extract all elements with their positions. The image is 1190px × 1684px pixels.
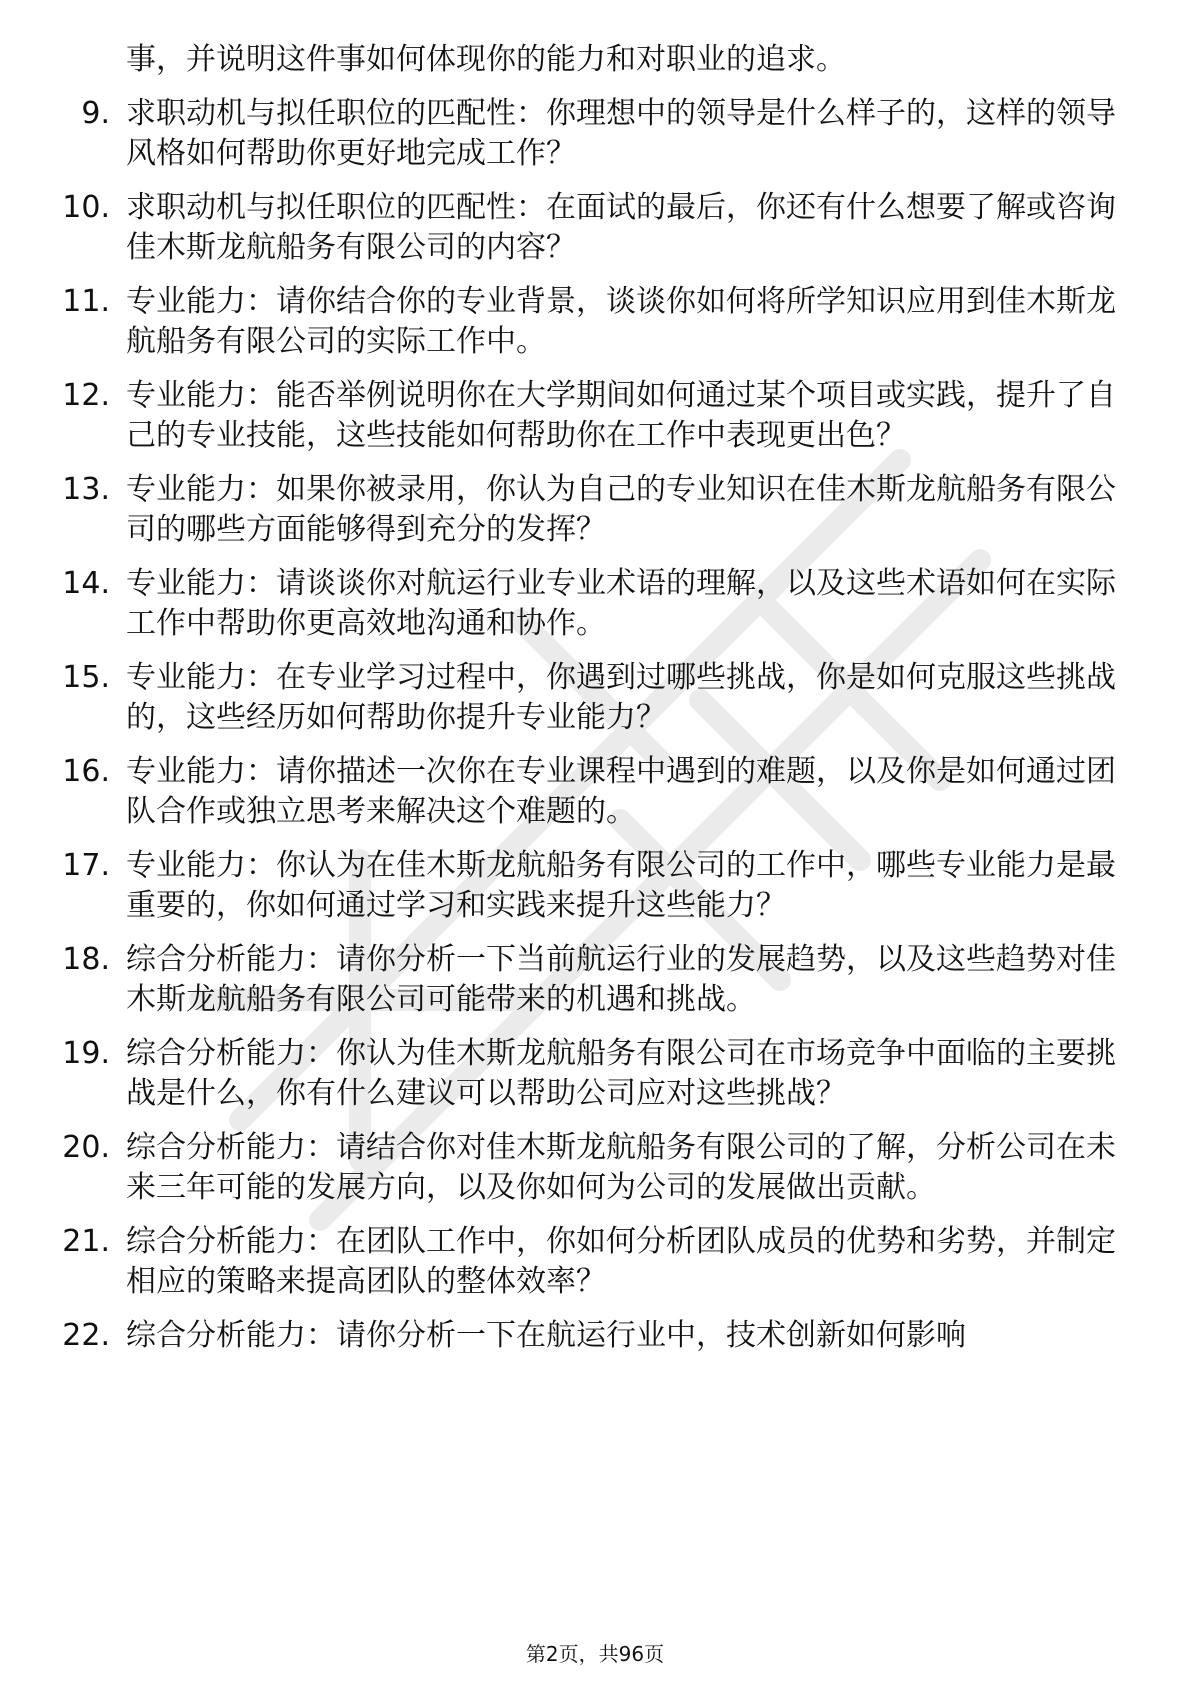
item-number: 11.: [62, 284, 110, 319]
item-number: 12.: [62, 378, 110, 413]
item-number: 10.: [62, 190, 110, 225]
item-text: 综合分析能力：在团队工作中，你如何分析团队成员的优势和劣势，并制定相应的策略来提高团队的整体效率？: [126, 1224, 1116, 1299]
list-item: [62, 564, 1116, 644]
item-text: 综合分析能力：请你分析一下在航运行业中，技术创新如何影响: [126, 1318, 966, 1353]
item-text: 专业能力：能否举例说明你在大学期间如何通过某个项目或实践，提升了自己的专业技能，这些技能如何帮助你在工作中表现更出色？: [126, 378, 1116, 453]
list-item: [62, 752, 1116, 832]
item-text: 综合分析能力：你认为佳木斯龙航船务有限公司在市场竞争中面临的主要挑战是什么，你有什么建议可以帮助公司应对这些挑战？: [126, 1036, 1116, 1111]
item-number: 17.: [62, 848, 110, 883]
item-number: 9.: [81, 96, 110, 131]
item-text: 综合分析能力：请结合你对佳木斯龙航船务有限公司的了解，分析公司在未来三年可能的发展方向，以及你如何为公司的发展做出贡献。: [126, 1130, 1116, 1205]
list-item: [62, 658, 1116, 738]
list-item: [62, 470, 1116, 550]
item-number: 19.: [62, 1036, 110, 1071]
item-text: 专业能力：如果你被录用，你认为自己的专业知识在佳木斯龙航船务有限公司的哪些方面能够得到充分的发挥？: [126, 472, 1116, 547]
item-text: 求职动机与拟任职位的匹配性：在面试的最后，你还有什么想要了解或咨询佳木斯龙航船务有限公司的内容？: [126, 190, 1116, 265]
item-text: 专业能力：请谈谈你对航运行业专业术语的理解，以及这些术语如何在实际工作中帮助你更高效地沟通和协作。: [126, 566, 1116, 641]
list-item: [62, 282, 1116, 362]
item-text: 专业能力：你认为在佳木斯龙航船务有限公司的工作中，哪些专业能力是最重要的，你如何通过学习和实践来提升这些能力？: [126, 848, 1116, 923]
item-text: 专业能力：在专业学习过程中，你遇到过哪些挑战，你是如何克服这些挑战的，这些经历如何帮助你提升专业能力？: [126, 660, 1116, 735]
item-text: 专业能力：请你结合你的专业背景，谈谈你如何将所学知识应用到佳木斯龙航船务有限公司的实际工作中。: [126, 284, 1116, 359]
list-item: [62, 940, 1116, 1020]
list-item: [62, 376, 1116, 456]
list-item: [62, 1128, 1116, 1208]
item-number: 13.: [62, 472, 110, 507]
item-text: 求职动机与拟任职位的匹配性：你理想中的领导是什么样子的，这样的领导风格如何帮助你更好地完成工作？: [126, 96, 1116, 171]
item-number: 15.: [62, 660, 110, 695]
list-item: [62, 846, 1116, 926]
item-number: 22.: [62, 1318, 110, 1353]
list-item: [81, 94, 1116, 174]
list-item: [62, 1222, 1116, 1302]
item-number: 16.: [62, 754, 110, 789]
item-number: 18.: [62, 942, 110, 977]
list-item: [62, 1034, 1116, 1114]
item-number: 21.: [62, 1224, 110, 1259]
continuation-text: 事，并说明这件事如何体现你的能力和对职业的追求。: [126, 42, 846, 77]
item-number: 20.: [62, 1130, 110, 1165]
list-item: [62, 1316, 1116, 1356]
question-list: [0, 40, 1190, 1370]
item-text: 专业能力：请你描述一次你在专业课程中遇到的难题，以及你是如何通过团队合作或独立思考来解决这个难题的。: [126, 754, 1116, 829]
item-number: 14.: [62, 566, 110, 601]
page-footer: 第2页，共96页: [525, 1642, 665, 1666]
list-item: [62, 188, 1116, 268]
item-text: 综合分析能力：请你分析一下当前航运行业的发展趋势，以及这些趋势对佳木斯龙航船务有限公司可能带来的机遇和挑战。: [126, 942, 1116, 1017]
